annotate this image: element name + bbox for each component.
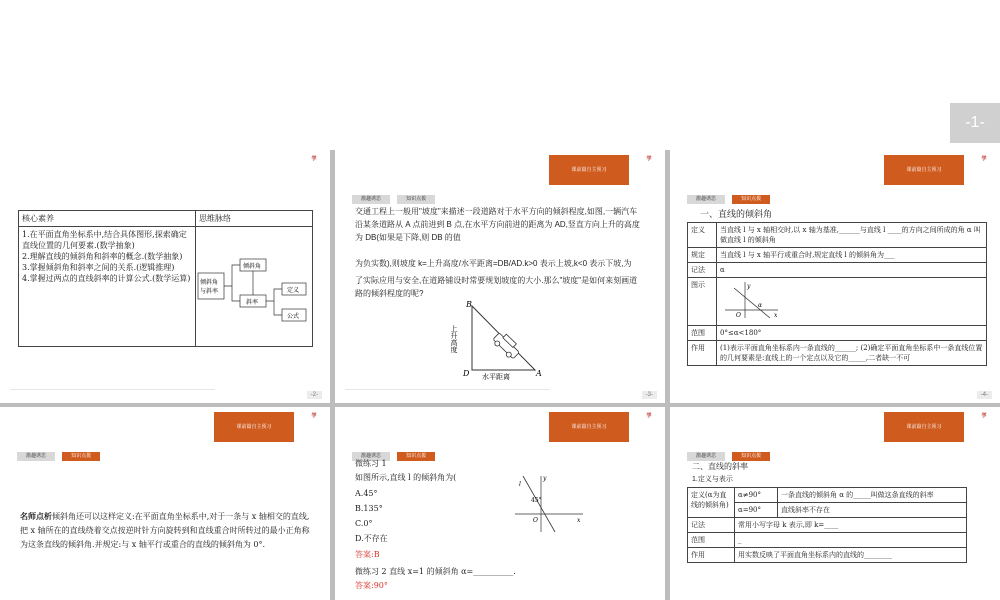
row-val: 直线斜率不存在 bbox=[778, 503, 967, 518]
core-item-4: 4.掌握过两点的直线斜率的计算公式.(数学运算) bbox=[22, 274, 191, 283]
answer-1: 答案:B bbox=[355, 550, 380, 559]
row-key: 规定 bbox=[688, 248, 717, 263]
svg-text:α: α bbox=[758, 302, 763, 309]
row-val: 当直线 l 与 x 轴平行或重合时,规定直线 l 的倾斜角为___ bbox=[717, 248, 987, 263]
angle-figure bbox=[720, 280, 780, 320]
slide-1[interactable] bbox=[0, 150, 330, 403]
core-item-1: 1.在平面直角坐标系中,结合具体图形,探索确定直线位置的几何要素.(数学抽象) bbox=[22, 230, 187, 250]
svg-text:x: x bbox=[577, 517, 581, 524]
option-c[interactable]: C.0° bbox=[355, 519, 373, 528]
label-B: B bbox=[466, 300, 472, 309]
label-vert: 上升高度 bbox=[450, 325, 458, 353]
page-number: -4- bbox=[977, 391, 992, 399]
svg-text:y: y bbox=[747, 283, 751, 290]
tab-intro[interactable]: 激趣诱思 bbox=[352, 195, 390, 204]
exercise-figure bbox=[513, 472, 585, 534]
row-val: 一条直线的倾斜角 α 的_____叫做这条直线的斜率 bbox=[778, 488, 967, 503]
row-key: 作用 bbox=[688, 548, 735, 563]
mind-root-b: 与斜率 bbox=[200, 288, 219, 295]
header-area bbox=[0, 0, 1000, 150]
slide-2[interactable] bbox=[335, 150, 665, 403]
slide-5[interactable] bbox=[335, 407, 665, 600]
tab-intro[interactable]: 激趣诱思 bbox=[687, 195, 725, 204]
option-d[interactable]: D.不存在 bbox=[355, 534, 388, 543]
mind-map bbox=[196, 247, 314, 337]
option-b[interactable]: B.135° bbox=[355, 504, 383, 513]
row-key: 定义(α为直线的倾斜角) bbox=[688, 488, 735, 518]
sub-title: 1.定义与表示 bbox=[692, 476, 733, 483]
mind-b: 斜率 bbox=[246, 299, 259, 306]
note-body: 倾斜角还可以这样定义:在平面直角坐标系中,对于一条与 x 轴相交的直线,把 x 轴所在的直线绕着交点按逆时针方向旋转到和直线重合时所转过的最小正角称为这条直线的倾斜角.并规定:与 x 轴平行或重合的直线的倾斜角为 0°. bbox=[20, 512, 310, 549]
slide-3[interactable] bbox=[670, 150, 1000, 403]
row-cond: α≠90° bbox=[735, 488, 778, 503]
mind-c: 定义 bbox=[287, 287, 300, 294]
option-a[interactable]: A.45° bbox=[355, 489, 378, 498]
logo: 学 bbox=[311, 413, 317, 419]
note-text bbox=[20, 509, 312, 552]
page-number: -3- bbox=[642, 391, 657, 399]
logo: 学 bbox=[646, 156, 652, 162]
label-D: D bbox=[463, 369, 470, 378]
logo: 学 bbox=[981, 156, 987, 162]
slope-figure bbox=[450, 300, 550, 380]
row-val: (1)表示平面直角坐标系内一条直线的______; (2)确定平面直角坐标系中一条直线位置的几何要素是:直线上的一个定点以及它的_____,二者缺一不可 bbox=[717, 341, 987, 366]
row-key: 图示 bbox=[688, 278, 717, 326]
label-horiz: 水平距离 bbox=[482, 373, 510, 380]
note-lead: 名师点析 bbox=[20, 511, 52, 521]
intro-p1: 交通工程上一般用"坡度"来描述一段道路对于水平方向的倾斜程度,如图,一辆汽车沿某条道路从 A 点前进到 B 点,在水平方向前进的距离为 AD,竖直方向上升的高度为 DB(如果是下降,则 DB 的值 bbox=[355, 207, 640, 242]
row-val: α bbox=[717, 263, 987, 278]
section-banner: 课前篇自主预习 bbox=[549, 412, 629, 442]
tab-points[interactable]: 知识点拨 bbox=[62, 452, 100, 461]
page-number: -2- bbox=[307, 391, 322, 399]
intro-p3: 了实际应用与安全,在道路铺设时常要规划坡度的大小.那么"坡度"是如何来刻画道路的倾斜程度的呢? bbox=[355, 276, 638, 298]
mind-d: 公式 bbox=[287, 313, 300, 320]
svg-text:x: x bbox=[774, 312, 778, 319]
tab-points[interactable]: 知识点拨 bbox=[397, 195, 435, 204]
row-key: 记法 bbox=[688, 518, 735, 533]
section-title: 二、直线的斜率 bbox=[692, 462, 748, 471]
label-A: A bbox=[536, 369, 542, 378]
row-val: 用实数反映了平面直角坐标系内的直线的________ bbox=[735, 548, 967, 563]
core-table bbox=[18, 210, 313, 347]
tab-points[interactable]: 知识点拨 bbox=[397, 452, 435, 461]
angle-table bbox=[687, 222, 987, 366]
footer-line bbox=[345, 389, 550, 390]
footer-line bbox=[10, 389, 215, 390]
col-core: 核心素养 bbox=[19, 211, 196, 227]
tab-points[interactable]: 知识点拨 bbox=[732, 195, 770, 204]
exercise-2: 微练习 2 直线 x=1 的倾斜角 α=__________. bbox=[355, 567, 516, 576]
mind-a: 倾斜角 bbox=[243, 263, 262, 270]
row-key: 范围 bbox=[688, 326, 717, 341]
row-val: _ bbox=[735, 533, 967, 548]
slide-6[interactable] bbox=[670, 407, 1000, 600]
svg-text:y: y bbox=[543, 475, 547, 482]
section-title: 一、直线的倾斜角 bbox=[700, 209, 773, 219]
svg-text:l: l bbox=[519, 481, 521, 488]
section-banner: 课前篇自主预习 bbox=[549, 155, 629, 185]
page-label: -1- bbox=[950, 103, 1000, 143]
section-banner: 课前篇自主预习 bbox=[214, 412, 294, 442]
row-val: 常用小写字母 k 表示,即 k=____ bbox=[735, 518, 967, 533]
section-banner: 课前篇自主预习 bbox=[884, 412, 964, 442]
slope-table bbox=[687, 487, 967, 563]
core-item-2: 2.理解直线的倾斜角和斜率的概念.(数学抽象) bbox=[22, 252, 183, 261]
mind-root-a: 倾斜角 bbox=[200, 279, 219, 286]
logo: 学 bbox=[981, 413, 987, 419]
logo: 学 bbox=[646, 413, 652, 419]
tab-intro[interactable]: 激趣诱思 bbox=[17, 452, 55, 461]
intro-p2: 为负实数),则坡度 k=上升高度/水平距离=DB/AD.k>0 表示上坡,k<0 表示下坡,为 bbox=[355, 259, 632, 268]
row-key: 范围 bbox=[688, 533, 735, 548]
row-val: 0°≤α<180° bbox=[717, 326, 987, 341]
row-val: 当直线 l 与 x 轴相交时,以 x 轴为基准,______与直线 l ____的方向之间所成的角 α 叫做直线 l 的倾斜角 bbox=[717, 223, 987, 248]
row-key: 作用 bbox=[688, 341, 717, 366]
row-key: 定义 bbox=[688, 223, 717, 248]
core-item-3: 3.掌握倾斜角和斜率之间的关系.(逻辑推理) bbox=[22, 263, 175, 272]
tab-intro[interactable]: 激趣诱思 bbox=[687, 452, 725, 461]
angle-label: 45° bbox=[531, 497, 542, 504]
tab-intro[interactable]: 激趣诱思 bbox=[352, 452, 390, 461]
tab-points[interactable]: 知识点拨 bbox=[732, 452, 770, 461]
section-banner: 课前篇自主预习 bbox=[884, 155, 964, 185]
exercise-1-title: 微练习 1 bbox=[355, 459, 387, 468]
svg-text:O: O bbox=[533, 517, 538, 524]
car-icon bbox=[491, 330, 522, 361]
exercise-1-text: 如图所示,直线 l 的倾斜角为( bbox=[355, 473, 457, 482]
row-key: 记法 bbox=[688, 263, 717, 278]
svg-text:O: O bbox=[736, 312, 741, 319]
slide-4[interactable] bbox=[0, 407, 330, 600]
row-cond: α=90° bbox=[735, 503, 778, 518]
answer-2: 答案:90° bbox=[355, 581, 388, 590]
logo: 学 bbox=[311, 156, 317, 162]
col-mind: 思维脉络 bbox=[196, 211, 313, 227]
